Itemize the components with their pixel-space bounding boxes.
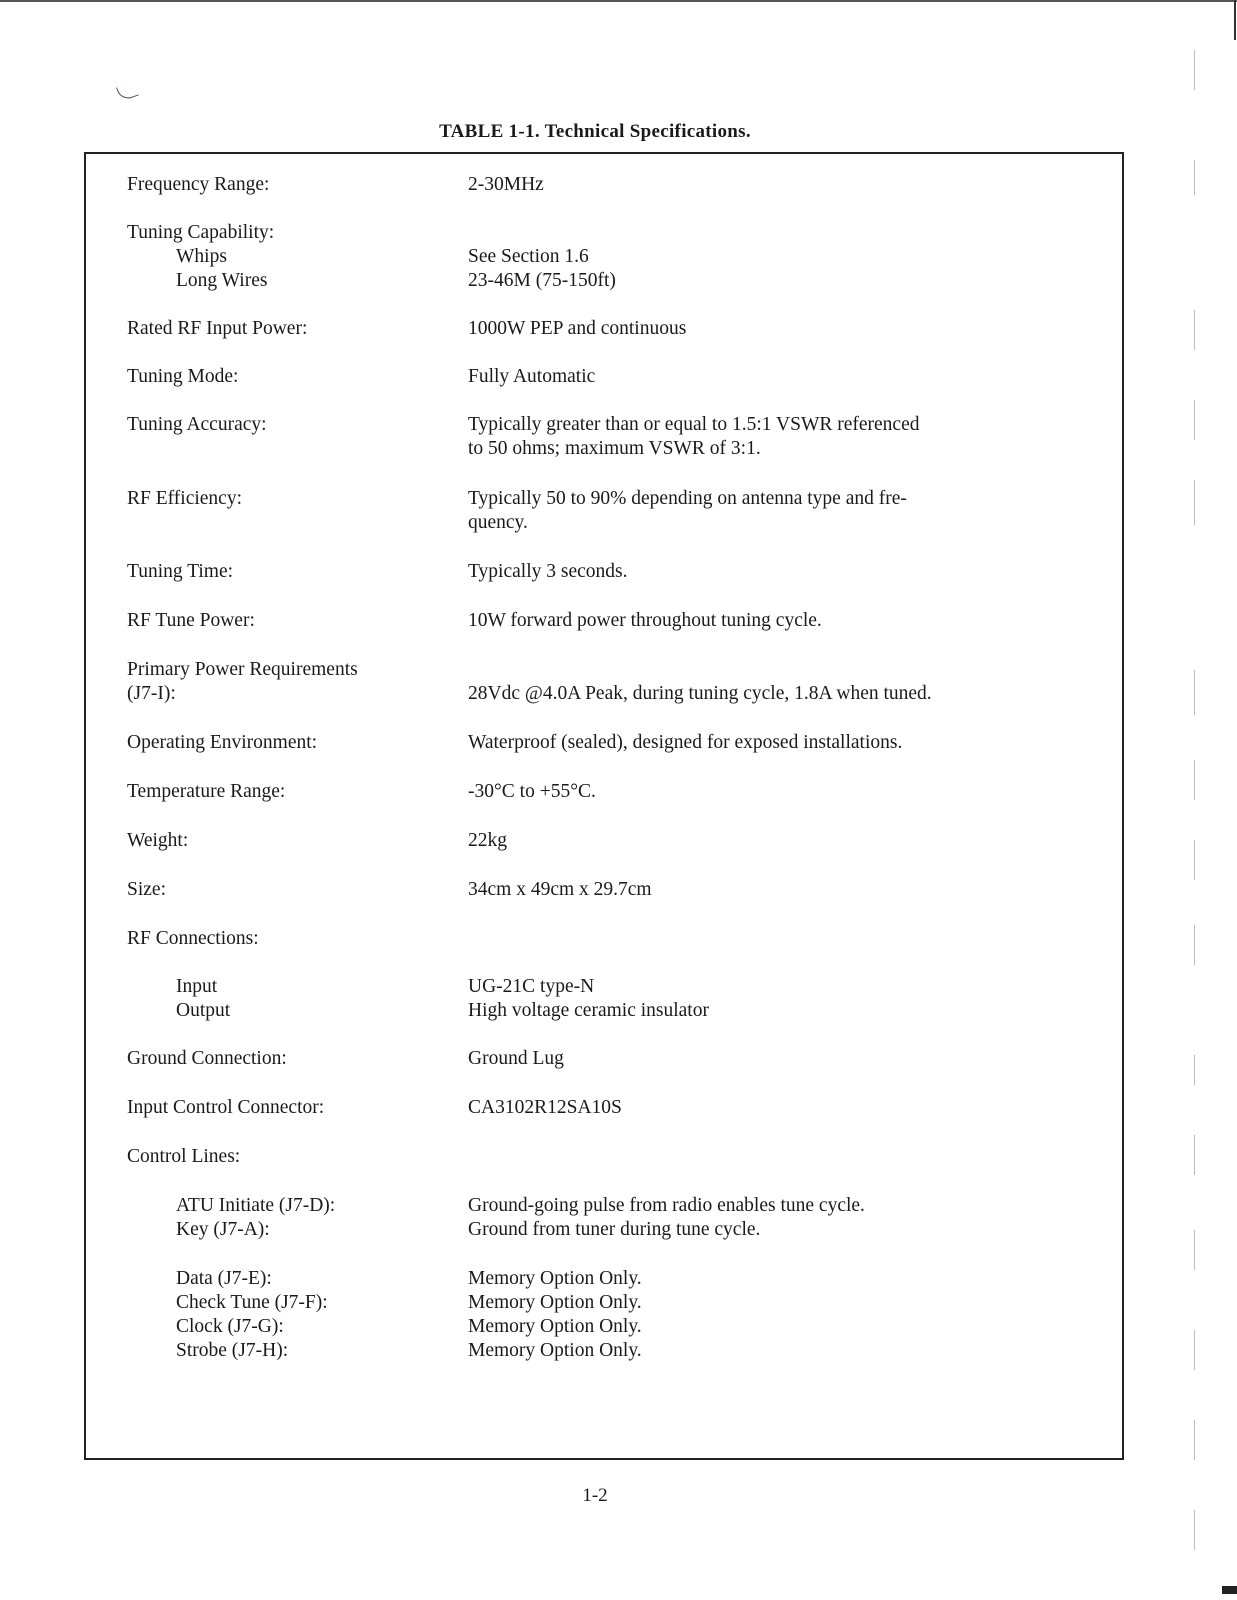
spec-sublabel: Data (J7-E): <box>176 1268 272 1289</box>
spec-value: Memory Option Only. <box>468 1316 642 1337</box>
spec-value: Memory Option Only. <box>468 1268 642 1289</box>
spec-label: Tuning Accuracy: <box>127 414 267 435</box>
spec-sublabel: ATU Initiate (J7-D): <box>176 1195 336 1216</box>
spec-value: -30°C to +55°C. <box>468 781 596 802</box>
spec-value: Memory Option Only. <box>468 1340 642 1361</box>
spec-value: Ground-going pulse from radio enables tune cycle. <box>468 1195 865 1216</box>
spec-label: Input Control Connector: <box>127 1097 325 1118</box>
spec-label: Operating Environment: <box>127 732 318 753</box>
spec-label: Rated RF Input Power: <box>127 318 308 339</box>
spec-value: High voltage ceramic insulator <box>468 1000 709 1021</box>
spec-label: RF Tune Power: <box>127 610 255 631</box>
page-number: 1-2 <box>582 1485 608 1506</box>
spec-value: Typically 3 seconds. <box>468 561 628 582</box>
spec-label: Weight: <box>127 830 189 851</box>
scan-edge-top <box>0 0 1237 2</box>
spec-value: 10W forward power throughout tuning cycle. <box>468 610 822 631</box>
spec-value: 22kg <box>468 830 507 851</box>
spec-label: Size: <box>127 879 166 900</box>
spec-value-continued: quency. <box>468 512 528 533</box>
spec-value: 1000W PEP and continuous <box>468 318 687 339</box>
spec-sublabel: Whips <box>176 246 227 267</box>
spec-sublabel: Strobe (J7-H): <box>176 1340 289 1361</box>
spec-label: Frequency Range: <box>127 174 270 195</box>
spec-label: Temperature Range: <box>127 781 286 802</box>
spec-value: 2-30MHz <box>468 174 544 195</box>
spec-label-continued: (J7-I): <box>127 683 176 704</box>
spec-label: RF Connections: <box>127 928 259 949</box>
spec-label: Control Lines: <box>127 1146 241 1167</box>
spec-value: See Section 1.6 <box>468 246 589 267</box>
spec-value: Memory Option Only. <box>468 1292 642 1313</box>
spec-label: Primary Power Requirements <box>127 659 358 680</box>
spec-label: RF Efficiency: <box>127 488 242 509</box>
spec-value: 23-46M (75-150ft) <box>468 270 616 291</box>
spec-value: Typically 50 to 90% depending on antenna type and fre- <box>468 488 907 509</box>
spec-sublabel: Clock (J7-G): <box>176 1316 284 1337</box>
pen-mark <box>116 81 139 102</box>
spec-sublabel: Check Tune (J7-F): <box>176 1292 328 1313</box>
spec-sublabel: Input <box>176 976 218 997</box>
spec-value: UG-21C type-N <box>468 976 595 997</box>
spec-label: Ground Connection: <box>127 1048 287 1069</box>
margin-marks <box>1194 40 1200 1560</box>
spec-value-continued: to 50 ohms; maximum VSWR of 3:1. <box>468 438 761 459</box>
spec-sublabel: Output <box>176 1000 231 1021</box>
spec-value: Fully Automatic <box>468 366 596 387</box>
spec-label: Tuning Time: <box>127 561 234 582</box>
spec-value: Ground from tuner during tune cycle. <box>468 1219 761 1240</box>
spec-value: Typically greater than or equal to 1.5:1 VSWR referenced <box>468 414 920 435</box>
spec-sublabel: Key (J7-A): <box>176 1219 270 1240</box>
spec-value: 28Vdc @4.0A Peak, during tuning cycle, 1.8A when tuned. <box>468 683 932 704</box>
spec-value: Ground Lug <box>468 1048 564 1069</box>
spec-label: Tuning Capability: <box>127 222 275 243</box>
table-title: TABLE 1-1. Technical Specifications. <box>439 121 751 142</box>
page-corner <box>1222 1586 1237 1594</box>
scan-edge-right <box>1234 0 1236 40</box>
spec-label: Tuning Mode: <box>127 366 239 387</box>
spec-table-border <box>84 152 1124 1460</box>
spec-value: CA3102R12SA10S <box>468 1097 622 1118</box>
spec-sublabel: Long Wires <box>176 270 268 291</box>
spec-value: 34cm x 49cm x 29.7cm <box>468 879 652 900</box>
spec-value: Waterproof (sealed), designed for exposed installations. <box>468 732 903 753</box>
